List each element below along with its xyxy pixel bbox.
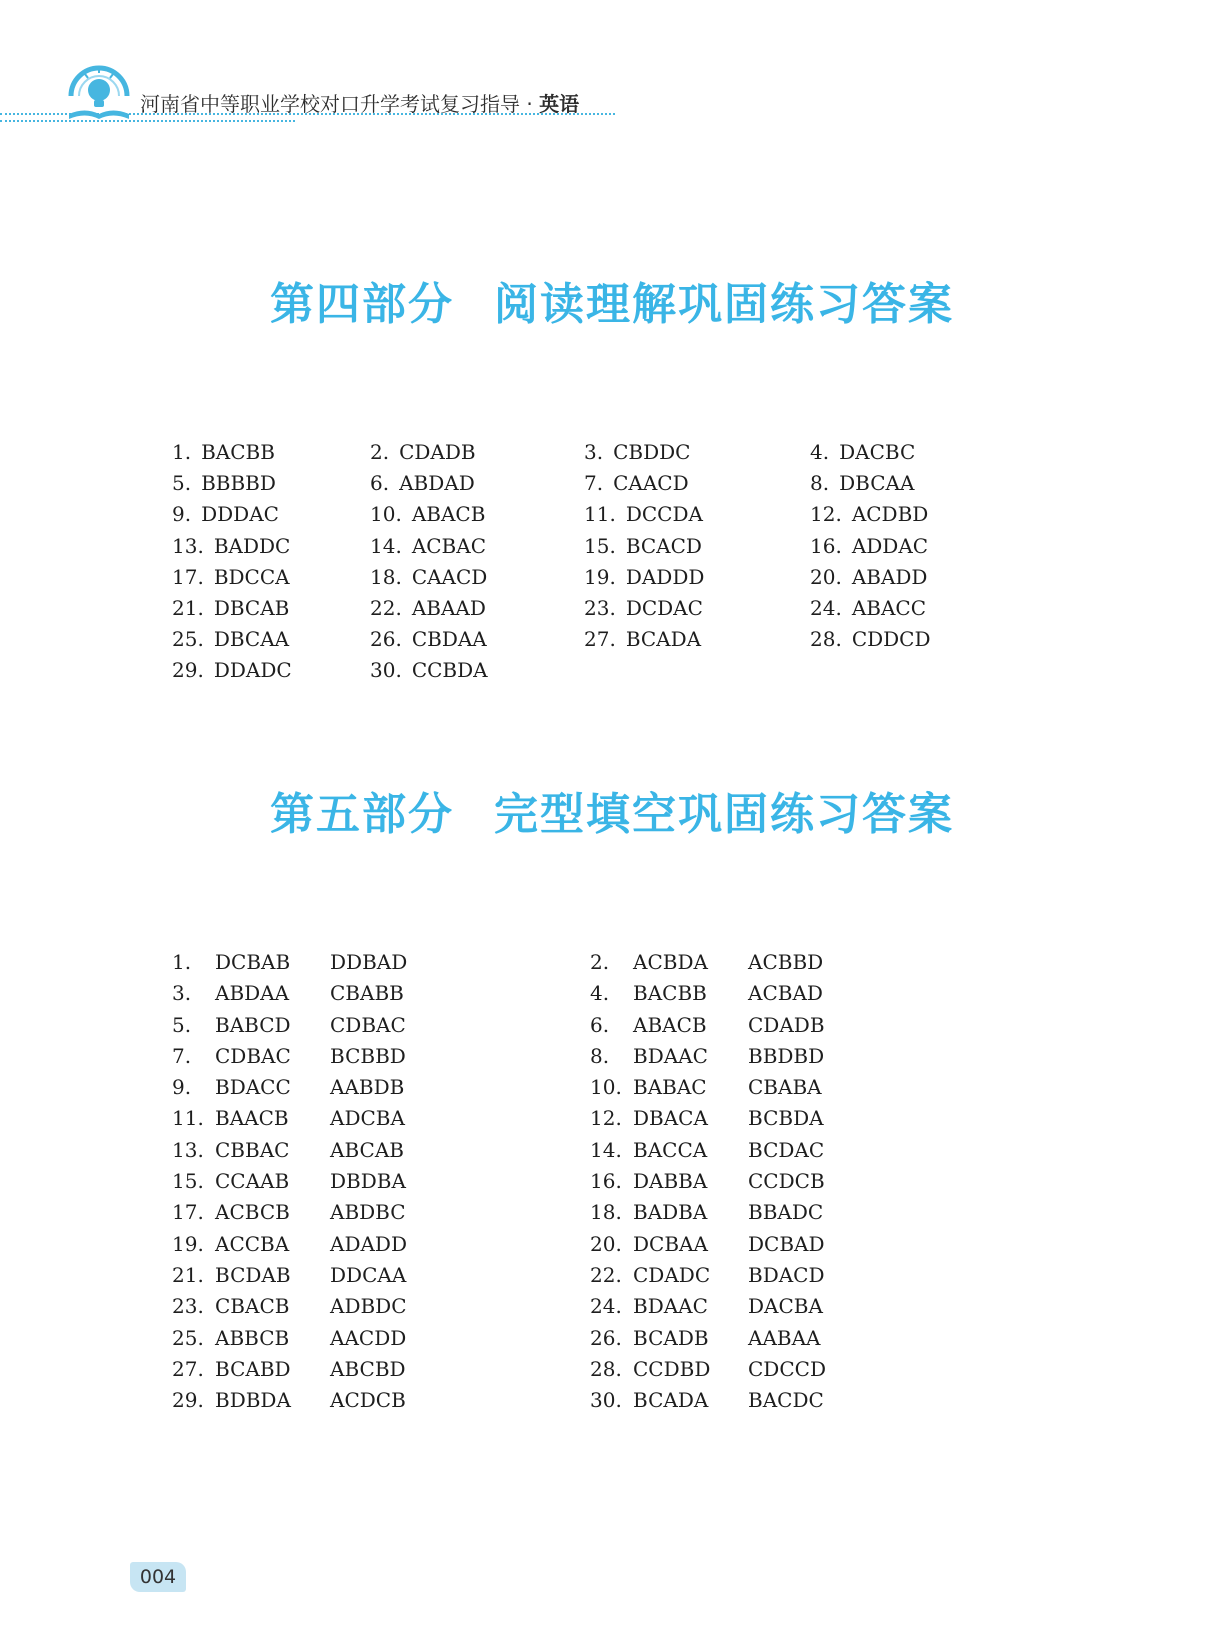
answer-item [172,627,289,651]
answer-text: BDCCA [213,564,290,589]
header-divider [0,113,615,115]
question-number: 21. [172,1262,204,1287]
answer-text: BADDC [213,533,291,558]
answer-row [172,471,952,502]
question-number: 3. [172,981,192,1006]
answer-row [172,1200,872,1231]
header-title: 河南省中等职业学校对口升学考试复习指导 · 英语 [140,92,580,116]
answer-row [172,950,872,981]
question-number: 13. [172,533,204,558]
answer-item [172,596,289,620]
answer-text-second: CDBAC [330,1012,406,1037]
question-number: 2. [590,950,610,974]
answer-text: ABADD [851,564,928,589]
answer-text: DDADC [213,658,292,683]
question-number: 5. [172,1012,192,1037]
answer-text: CDDCD [851,627,931,652]
answer-item [172,565,290,589]
answer-row [172,1013,872,1044]
question-number: 22. [370,595,402,620]
question-number: 28. [810,627,842,652]
section5-title [0,778,1224,842]
answer-text-second: ACBAD [748,981,823,1006]
answer-text: BBBBD [201,471,276,496]
answer-row [172,1388,872,1419]
answer-row [172,658,952,689]
question-number: 14. [370,533,402,558]
answer-row [172,502,952,533]
answer-text-second: ABCAB [330,1137,404,1162]
answer-text-second: CDCCD [748,1356,826,1381]
question-number: 11. [172,1106,204,1131]
answer-item [370,440,476,464]
answer-text: DBCAA [213,627,290,652]
answer-row [172,1075,872,1106]
answer-text-second: ACDCB [330,1388,406,1413]
answer-item [370,502,485,526]
answer-item [172,502,279,526]
answer-item [370,471,475,495]
answer-text-second: AABDB [330,1075,405,1100]
answer-row [172,627,952,658]
answer-text-second: DCBAD [748,1231,825,1256]
question-number: 12. [810,502,842,527]
answer-row [172,1169,872,1200]
answer-text-second: BDACD [748,1262,825,1287]
question-number: 25. [172,627,204,652]
question-number: 23. [172,1294,204,1319]
question-number: 3. [584,440,604,464]
answer-text-second: AABAA [748,1325,821,1350]
question-number: 21. [172,595,204,620]
answer-text-first: BADBA [633,1200,708,1225]
question-number: 19. [172,1231,204,1256]
answer-text-first: BACCA [633,1137,708,1162]
answer-row [172,440,952,471]
question-number: 30. [590,1388,622,1413]
answer-text-first: CCAAB [215,1169,290,1194]
answer-row [172,1357,872,1388]
answer-text-second: BACDC [748,1388,824,1413]
answer-item [584,502,703,526]
answer-row [172,1044,872,1075]
answer-text: CBDDC [613,440,691,464]
section5-name: 完型填空巩固练习答案 [494,789,954,840]
question-number: 4. [810,440,830,464]
answer-text-first: BACBB [633,981,707,1006]
answer-item [370,596,486,620]
answer-text-second: BCDAC [748,1137,825,1162]
section4-name: 阅读理解巩固练习答案 [494,279,954,330]
answer-text-first: BAACB [215,1106,289,1131]
answer-text: DBCAB [213,595,290,620]
answer-text-first: CBACB [215,1294,290,1319]
answer-text-second: AACDD [330,1325,407,1350]
answer-text-second: ABDBC [330,1200,406,1225]
question-number: 14. [590,1137,622,1162]
answer-text-first: ACCBA [215,1231,290,1256]
answer-text: BACBB [201,440,275,464]
answer-item [172,534,290,558]
answer-text-first: DBACA [633,1106,708,1131]
section4-part: 第四部分 [270,279,454,330]
answer-item [172,440,275,464]
answer-item [584,627,701,651]
answer-text-first: BDBDA [215,1388,291,1413]
answer-item [584,534,702,558]
answer-text-first: DABBA [633,1169,708,1194]
question-number: 29. [172,658,204,683]
answer-text-first: ACBDA [633,950,708,974]
question-number: 20. [590,1231,622,1256]
question-number: 1. [172,950,192,974]
section4-answer-grid [172,440,952,690]
answer-item [370,565,487,589]
answer-text: CDADB [399,440,476,464]
answer-item [172,658,292,682]
question-number: 28. [590,1356,622,1381]
question-number: 23. [584,595,616,620]
answer-text-first: BCADA [633,1388,709,1413]
header-subject: 英语 [539,92,580,116]
answer-text-second: CBABB [330,981,404,1006]
question-number: 16. [590,1169,622,1194]
answer-text: DADDD [625,564,705,589]
answer-text-first: BDAAC [633,1294,708,1319]
answer-row [172,1294,872,1325]
question-number: 5. [172,471,192,496]
answer-row [172,1263,872,1294]
question-number: 27. [584,627,616,652]
question-number: 25. [172,1325,204,1350]
question-number: 9. [172,1075,192,1100]
question-number: 9. [172,502,192,527]
question-number: 22. [590,1262,622,1287]
question-number: 15. [172,1169,204,1194]
answer-row [172,981,872,1012]
answer-item [370,627,487,651]
question-number: 30. [370,658,402,683]
answer-row [172,565,952,596]
answer-text-first: BABCD [215,1012,291,1037]
answer-item [810,596,926,620]
question-number: 11. [584,502,616,527]
question-number: 27. [172,1356,204,1381]
answer-text-second: ACBBD [748,950,824,974]
question-number: 12. [590,1106,622,1131]
answer-text: DCCDA [625,502,703,527]
answer-item [172,471,276,495]
answer-text-first: BCDAB [215,1262,291,1287]
answer-text: ABACC [851,595,927,620]
question-number: 6. [370,471,390,496]
answer-text-first: DCBAA [633,1231,708,1256]
answer-item [584,596,703,620]
answer-text: ABDAD [399,471,475,496]
answer-item [810,440,915,464]
question-number: 18. [370,564,402,589]
answer-text-second: ADCBA [330,1106,405,1131]
question-number: 24. [810,595,842,620]
answer-text: ACBAC [411,533,487,558]
answer-text-second: CBABA [748,1075,822,1100]
header-divider [0,120,295,122]
answer-text: ADDAC [851,533,929,558]
answer-text-first: ABACB [633,1012,707,1037]
question-number: 18. [590,1200,622,1225]
answer-text: ABAAD [411,595,486,620]
answer-row [172,1138,872,1169]
answer-text: BCACD [625,533,702,558]
answer-text-first: DCBAB [215,950,291,974]
answer-row [172,1326,872,1357]
answer-row [172,534,952,565]
answer-text: CCBDA [411,658,488,683]
question-number: 24. [590,1294,622,1319]
answer-text-second: DBDBA [330,1169,406,1194]
question-number: 26. [590,1325,622,1350]
answer-text-second: DDCAA [330,1262,407,1287]
answer-text-second: CDADB [748,1012,825,1037]
answer-text-second: ADBDC [330,1294,407,1319]
answer-text-first: ABDAA [215,981,290,1006]
answer-text: DBCAA [839,471,915,496]
question-number: 20. [810,564,842,589]
answer-text-first: BDAAC [633,1043,708,1068]
answer-item [584,440,690,464]
question-number: 7. [584,471,604,496]
question-number: 4. [590,981,610,1006]
question-number: 1. [172,440,192,464]
answer-text: DACBC [839,440,916,464]
answer-row [172,596,952,627]
question-number: 16. [810,533,842,558]
answer-text-second: BBADC [748,1200,824,1225]
answer-text-first: CCDBD [633,1356,711,1381]
answer-item [584,565,704,589]
question-number: 29. [172,1388,204,1413]
answer-text-first: BCADB [633,1325,709,1350]
answer-row [172,1232,872,1263]
answer-text: DCDAC [625,595,703,620]
question-number: 17. [172,564,204,589]
answer-item [810,627,931,651]
section5-part: 第五部分 [270,789,454,840]
answer-text-second: ABCBD [330,1356,406,1381]
question-number: 2. [370,440,390,464]
answer-item [810,534,928,558]
answer-text-first: ACBCB [215,1200,290,1225]
question-number: 7. [172,1043,192,1068]
question-number: 26. [370,627,402,652]
question-number: 8. [810,471,830,496]
answer-item [810,502,928,526]
question-number: 10. [590,1075,622,1100]
answer-text: ACDBD [851,502,929,527]
answer-text: BCADA [625,627,702,652]
page-header [0,0,1224,130]
page-number: 004 [130,1562,186,1592]
answer-text-first: BABAC [633,1075,707,1100]
answer-item [370,658,488,682]
answer-text-second: BBDBD [748,1043,825,1068]
answer-text-second: BCBDA [748,1106,824,1131]
question-number: 10. [370,502,402,527]
answer-text: CBDAA [411,627,487,652]
answer-text-second: CCDCB [748,1169,825,1194]
answer-text: DDDAC [201,502,279,527]
answer-item [810,471,914,495]
answer-text-first: CBBAC [215,1137,290,1162]
answer-text: ABACB [411,502,486,527]
answer-text-first: CDBAC [215,1043,291,1068]
question-number: 19. [584,564,616,589]
answer-text-first: ABBCB [215,1325,290,1350]
question-number: 15. [584,533,616,558]
question-number: 13. [172,1137,204,1162]
section4-title [0,268,1224,332]
answer-text-second: ADADD [330,1231,407,1256]
answer-text-second: BCBBD [330,1043,406,1068]
answer-item [810,565,927,589]
answer-text-first: BDACC [215,1075,291,1100]
section5-answer-grid [172,950,872,1419]
question-number: 8. [590,1043,610,1068]
question-number: 17. [172,1200,204,1225]
answer-text-first: BCABD [215,1356,291,1381]
answer-item [370,534,486,558]
answer-item [584,471,689,495]
answer-text-second: DACBA [748,1294,823,1319]
answer-text: CAACD [613,471,689,496]
answer-text: CAACD [411,564,488,589]
answer-text-second: DDBAD [330,950,408,974]
answer-row [172,1106,872,1137]
question-number: 6. [590,1012,610,1037]
answer-text-first: CDADC [633,1262,711,1287]
